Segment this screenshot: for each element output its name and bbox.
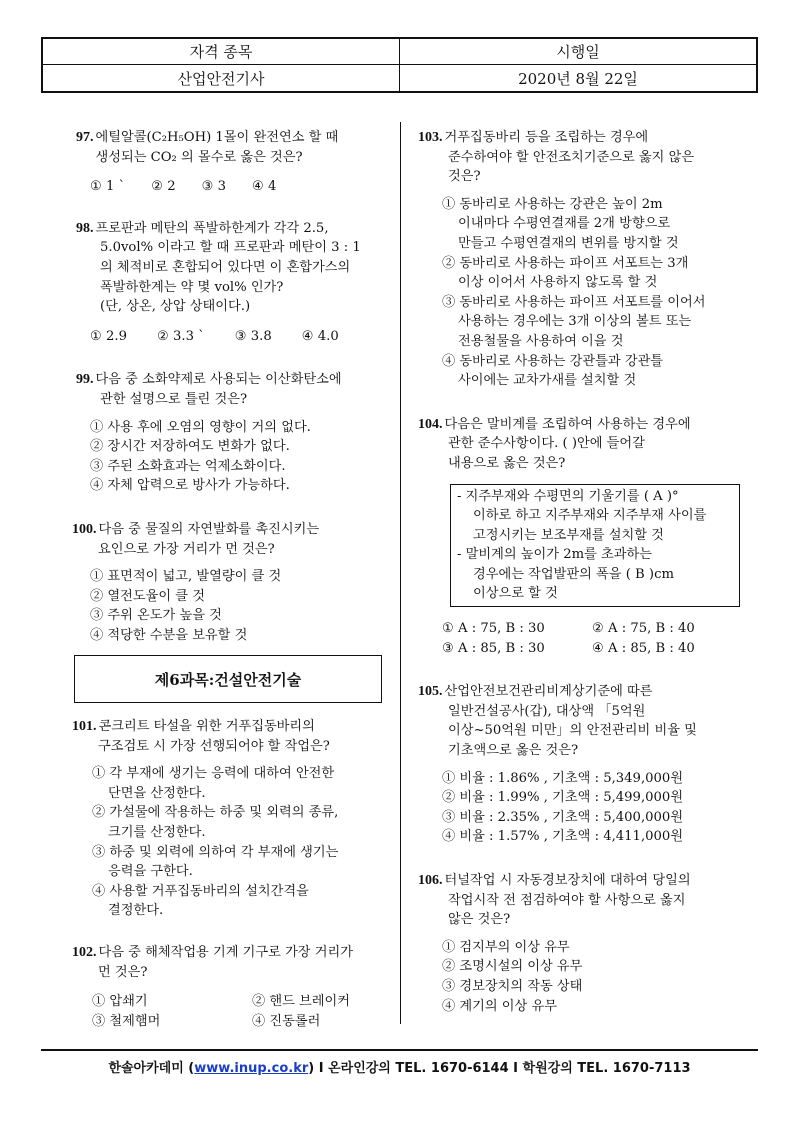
option-3: ③ A : 85, B : 30	[442, 640, 545, 656]
question-line: 것은?	[448, 169, 481, 185]
question-105	[418, 682, 748, 847]
question-line: 에틸알콜(C₂H₅OH) 1몰이 완전연소 할 때	[95, 130, 339, 145]
option-4: ④ 4.0	[301, 328, 339, 344]
option-3: ③ 경보장치의 작동 상태	[442, 978, 583, 994]
option-1: ① A : 75, B : 30	[442, 621, 545, 637]
question-line: 요인으로 가장 거리가 먼 것은?	[98, 541, 275, 557]
option-line: 응력을 구한다.	[108, 864, 193, 880]
header-date-value: 2020년 8월 22일	[518, 69, 638, 88]
question-line: 관한 설명으로 틀린 것은?	[100, 391, 248, 407]
question-line: 다음 중 해체작업용 기계 기구로 가장 거리가	[98, 944, 353, 960]
question-line: 작업시작 전 점검하여야 할 사항으로 옳지	[448, 892, 686, 908]
option-2: ② A : 75, B : 40	[592, 621, 695, 637]
question-line: 않은 것은?	[448, 912, 511, 928]
question-number: 104.	[418, 416, 443, 432]
option-line: 사용하는 경우에는 3개 이상의 볼트 또는	[458, 314, 692, 330]
question-100	[72, 520, 380, 646]
condition-box	[450, 484, 740, 608]
footer	[41, 1057, 758, 1076]
condition-line: - 말비계의 높이가 2m를 초과하는	[457, 547, 652, 563]
option-1: ① 표면적이 넓고, 발열량이 클 것	[90, 569, 282, 585]
question-line: 생성되는 CO₂ 의 몰수로 옳은 것은?	[95, 149, 303, 165]
option-4: ④ 진동롤러	[252, 1013, 321, 1029]
question-line: (단, 상온, 상압 상태이다.)	[100, 299, 251, 315]
question-101	[72, 717, 382, 921]
condition-a	[457, 487, 733, 546]
header-table	[41, 37, 758, 93]
option-3	[442, 293, 748, 352]
option-line: 결정한다.	[108, 903, 164, 919]
option-line: 크기를 산정한다.	[108, 824, 206, 840]
condition-line: - 지주부재와 수평면의 기울기를 ( A )°	[457, 488, 679, 504]
option-2: ② 2	[151, 179, 176, 195]
left-column-lower	[72, 717, 382, 1031]
footer-rule	[41, 1049, 758, 1051]
option-line: 전용철물을 사용하여 이을 것	[458, 333, 624, 349]
option-3: ③ 3.8	[234, 328, 272, 344]
option-2: ② 열전도율이 클 것	[90, 588, 205, 604]
question-number: 103.	[418, 130, 443, 145]
option-4: ④ 적당한 수분을 보유할 것	[90, 627, 248, 643]
left-column	[72, 128, 380, 645]
question-line: 폭발하한계는 약 몇 vol% 인가?	[100, 279, 284, 295]
header-subject-label: 자격 종목	[43, 39, 400, 65]
option-line: 사이에는 교차가새를 설치할 것	[458, 373, 637, 389]
option-3: ③ 주된 소화효과는 억제소화이다.	[90, 458, 286, 474]
option-1	[442, 195, 748, 254]
option-line: ④ 동바리로 사용하는 강관틀과 강관틀	[442, 353, 664, 369]
condition-line: 이하로 하고 지주부재와 지주부재 사이를	[473, 508, 707, 524]
option-3: ③ 철제햄머	[92, 1013, 161, 1029]
option-2: ② 조명시설의 이상 유무	[442, 959, 583, 975]
column-divider	[400, 122, 401, 1024]
question-line: 관한 준수사항이다. ( )안에 들어갈	[448, 436, 645, 452]
question-number: 101.	[72, 719, 97, 734]
question-line: 먼 것은?	[98, 964, 148, 980]
question-number: 99.	[76, 372, 94, 388]
option-4: ④ 4	[252, 179, 277, 195]
question-106	[418, 871, 748, 1016]
option-4	[92, 882, 382, 921]
question-number: 97.	[76, 130, 94, 145]
header-subject-value: 산업안전기사	[43, 65, 400, 91]
option-1	[92, 764, 382, 803]
question-102	[72, 943, 382, 1031]
option-line: ④ 사용할 거푸집동바리의 설치간격을	[92, 883, 309, 899]
option-4	[442, 352, 748, 391]
option-1: ① 검지부의 이상 유무	[442, 939, 570, 955]
option-2	[92, 803, 382, 842]
header-date-label: 시행일	[400, 39, 756, 65]
option-line: 만들고 수평연결재의 변위를 방지할 것	[458, 235, 679, 251]
question-line: 구조검토 시 가장 선행되어야 할 작업은?	[98, 738, 330, 754]
footer-academy: 한솔아카데미 (	[108, 1061, 195, 1076]
option-4: ④ 자체 압력으로 방사가 가능하다.	[90, 478, 290, 494]
condition-b	[457, 545, 733, 604]
question-line: 거푸집동바리 등을 조립하는 경우에	[444, 130, 649, 145]
option-line: ② 동바리로 사용하는 파이프 서포트는 3개	[442, 255, 689, 271]
question-number: 106.	[418, 873, 443, 888]
question-104	[418, 415, 748, 659]
question-line: 다음 중 소화약제로 사용되는 이산화탄소에	[95, 372, 342, 388]
right-column	[418, 128, 748, 1016]
question-line: 산업안전보건관리비계상기준에 따른	[444, 684, 653, 700]
question-line: 콘크리트 타설을 위한 거푸집동바리의	[98, 719, 315, 734]
question-line: 터널작업 시 자동경보장치에 대하여 당일의	[444, 873, 691, 888]
option-1: ① 2.9	[90, 328, 127, 344]
footer-contacts: ) I 온라인강의 TEL. 1670-6144 I 학원강의 TEL. 1670-7113	[308, 1061, 691, 1076]
option-line: 이내마다 수평연결재를 2개 방향으로	[458, 216, 671, 232]
option-2: ② 핸드 브레이커	[252, 994, 351, 1010]
option-line: 이상 이어서 사용하지 않도록 할 것	[458, 275, 658, 291]
question-number: 100.	[72, 521, 97, 537]
option-3	[92, 843, 382, 882]
option-4: ④ 비율 : 1.57% , 기초액 : 4,411,000원	[442, 829, 684, 845]
option-1: ① 압쇄기	[92, 994, 148, 1010]
question-98	[76, 219, 380, 347]
condition-line: 이상으로 할 것	[473, 586, 558, 602]
option-4: ④ 계기의 이상 유무	[442, 998, 557, 1014]
option-2: ② 장시간 저장하여도 변화가 없다.	[90, 439, 290, 455]
option-line: ② 가설물에 작용하는 하중 및 외력의 종류,	[92, 805, 339, 821]
question-line: 다음 중 물질의 자연발화를 촉진시키는	[98, 521, 320, 537]
option-line: 단면을 산정한다.	[108, 785, 206, 801]
question-number: 102.	[72, 944, 97, 960]
question-103	[418, 128, 748, 391]
question-line: 일반건설공사(갑), 대상액 「5억원	[448, 703, 646, 719]
condition-line: 경우에는 작업발판의 폭을 ( B )cm	[473, 566, 674, 582]
option-3: ③ 3	[201, 179, 227, 195]
option-2	[442, 254, 748, 293]
question-number: 105.	[418, 684, 443, 700]
option-4: ④ A : 85, B : 40	[592, 640, 695, 656]
option-1: ① 1 `	[90, 179, 126, 195]
option-line: ③ 동바리로 사용하는 파이프 서포트를 이어서	[442, 294, 706, 310]
question-line: 프로판과 메탄의 폭발하한계가 각각 2.5,	[95, 220, 329, 236]
option-line: ③ 하중 및 외력에 의하여 각 부재에 생기는	[92, 844, 339, 860]
option-line: ① 각 부재에 생기는 응력에 대하여 안전한	[92, 766, 335, 782]
question-line: 이상~50억원 미만」의 안전관리비 비율 및	[448, 723, 697, 739]
question-line: 준수하여야 할 안전조치기준으로 옳지 않은	[448, 149, 695, 165]
option-3: ③ 주위 온도가 높을 것	[90, 608, 222, 624]
option-2: ② 3.3 `	[157, 328, 205, 344]
subject-title-box: 제6과목:건설안전기술	[74, 655, 382, 703]
question-line: 의 체적비로 혼합되어 있다면 이 혼합가스의	[100, 259, 351, 275]
question-line: 기초액으로 옳은 것은?	[448, 743, 579, 759]
option-2: ② 비율 : 1.99% , 기초액 : 5,499,000원	[442, 790, 684, 806]
option-3: ③ 비율 : 2.35% , 기초액 : 5,400,000원	[442, 809, 684, 825]
question-line: 내용으로 옳은 것은?	[448, 455, 566, 471]
footer-link[interactable]: www.inup.co.kr	[194, 1061, 309, 1076]
option-1: ① 비율 : 1.86% , 기초액 : 5,349,000원	[442, 770, 684, 786]
question-line: 다음은 말비계를 조립하여 사용하는 경우에	[444, 416, 691, 432]
option-1: ① 사용 후에 오염의 영향이 거의 없다.	[90, 419, 311, 435]
condition-line: 고정시키는 보조부재를 설치할 것	[473, 527, 664, 543]
question-97	[76, 128, 380, 197]
option-line: ① 동바리로 사용하는 강관은 높이 2m	[442, 196, 663, 212]
question-line: 5.0vol% 이라고 할 때 프로판과 메탄이 3 : 1	[100, 240, 361, 256]
question-99	[76, 370, 380, 496]
question-number: 98.	[76, 220, 94, 236]
